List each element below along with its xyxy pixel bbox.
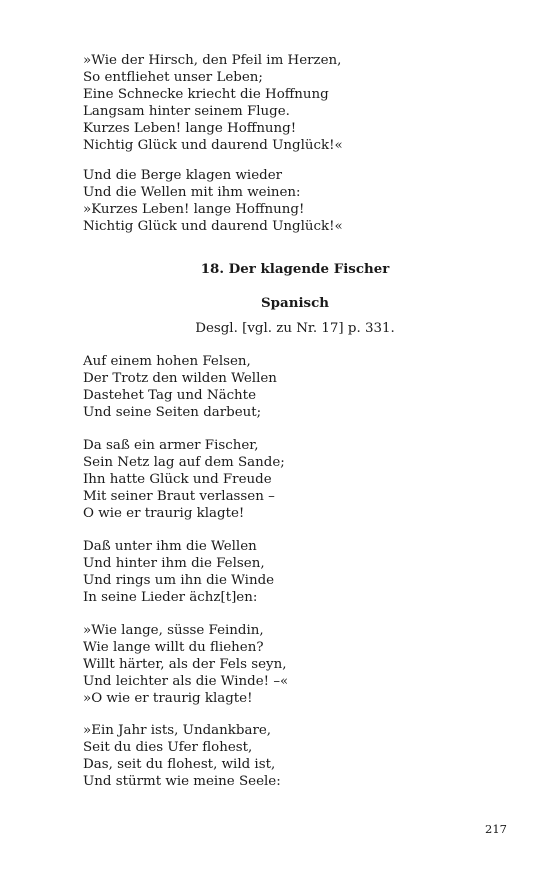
poem-stanza-2 <box>83 437 503 522</box>
verse-line: Und leichter als die Winde! –« <box>83 674 289 689</box>
verse-line: Mit seiner Braut verlassen – <box>83 489 275 504</box>
verse-line: Und die Wellen mit ihm weinen: <box>83 185 301 200</box>
poem-stanza-3 <box>83 538 503 606</box>
verse-line: Willt härter, als der Fels seyn, <box>83 657 287 672</box>
section-source-note: Desgl. [vgl. zu Nr. 17] p. 331. <box>195 321 395 336</box>
page-number: 217 <box>485 822 507 836</box>
verse-line: »O wie er traurig klagte! <box>83 691 253 706</box>
verse-line: Kurzes Leben! lange Hoffnung! <box>83 121 297 136</box>
verse-line: Und die Berge klagen wieder <box>83 168 283 183</box>
verse-line: Auf einem hohen Felsen, <box>83 354 251 369</box>
poem-end-stanza-2 <box>83 167 503 235</box>
section-subtitle: Spanisch <box>261 295 329 311</box>
verse-line: »Kurzes Leben! lange Hoffnung! <box>83 202 305 217</box>
verse-line: Und rings um ihn die Winde <box>83 573 275 588</box>
verse-line: Nichtig Glück und daurend Unglück!« <box>83 138 343 153</box>
verse-line: »Wie lange, süsse Feindin, <box>83 623 264 638</box>
verse-line: Eine Schnecke kriecht die Hoffnung <box>83 87 329 102</box>
poem-stanza-1 <box>83 353 503 421</box>
verse-line: Und stürmt wie meine Seele: <box>83 774 281 789</box>
verse-line: Das, seit du flohest, wild ist, <box>83 757 276 772</box>
verse-line: Der Trotz den wilden Wellen <box>83 371 277 386</box>
verse-line: Wie lange willt du fliehen? <box>83 640 264 655</box>
poem-stanza-4 <box>83 622 503 707</box>
verse-line: Seit du dies Ufer flohest, <box>83 740 253 755</box>
verse-line: Langsam hinter seinem Fluge. <box>83 104 290 119</box>
verse-line: Sein Netz lag auf dem Sande; <box>83 455 285 470</box>
verse-line: Da saß ein armer Fischer, <box>83 438 259 453</box>
poem-end-stanza-1 <box>83 52 503 154</box>
verse-line: In seine Lieder ächz[t]en: <box>83 590 258 605</box>
verse-line: Nichtig Glück und daurend Unglück!« <box>83 219 343 234</box>
verse-line: So entfliehet unser Leben; <box>83 70 263 85</box>
verse-line: »Ein Jahr ists, Undankbare, <box>83 723 272 738</box>
verse-line: »Wie der Hirsch, den Pfeil im Herzen, <box>83 53 342 68</box>
verse-line: Und seine Seiten darbeut; <box>83 405 262 420</box>
section-title: 18. Der klagende Fischer <box>200 261 390 277</box>
verse-line: Daß unter ihm die Wellen <box>83 539 257 554</box>
poem-stanza-5 <box>83 722 503 790</box>
verse-line: Dastehet Tag und Nächte <box>83 388 256 403</box>
verse-line: Ihn hatte Glück und Freude <box>83 472 272 487</box>
verse-line: Und hinter ihm die Felsen, <box>83 556 265 571</box>
verse-line: O wie er traurig klagte! <box>83 506 245 521</box>
